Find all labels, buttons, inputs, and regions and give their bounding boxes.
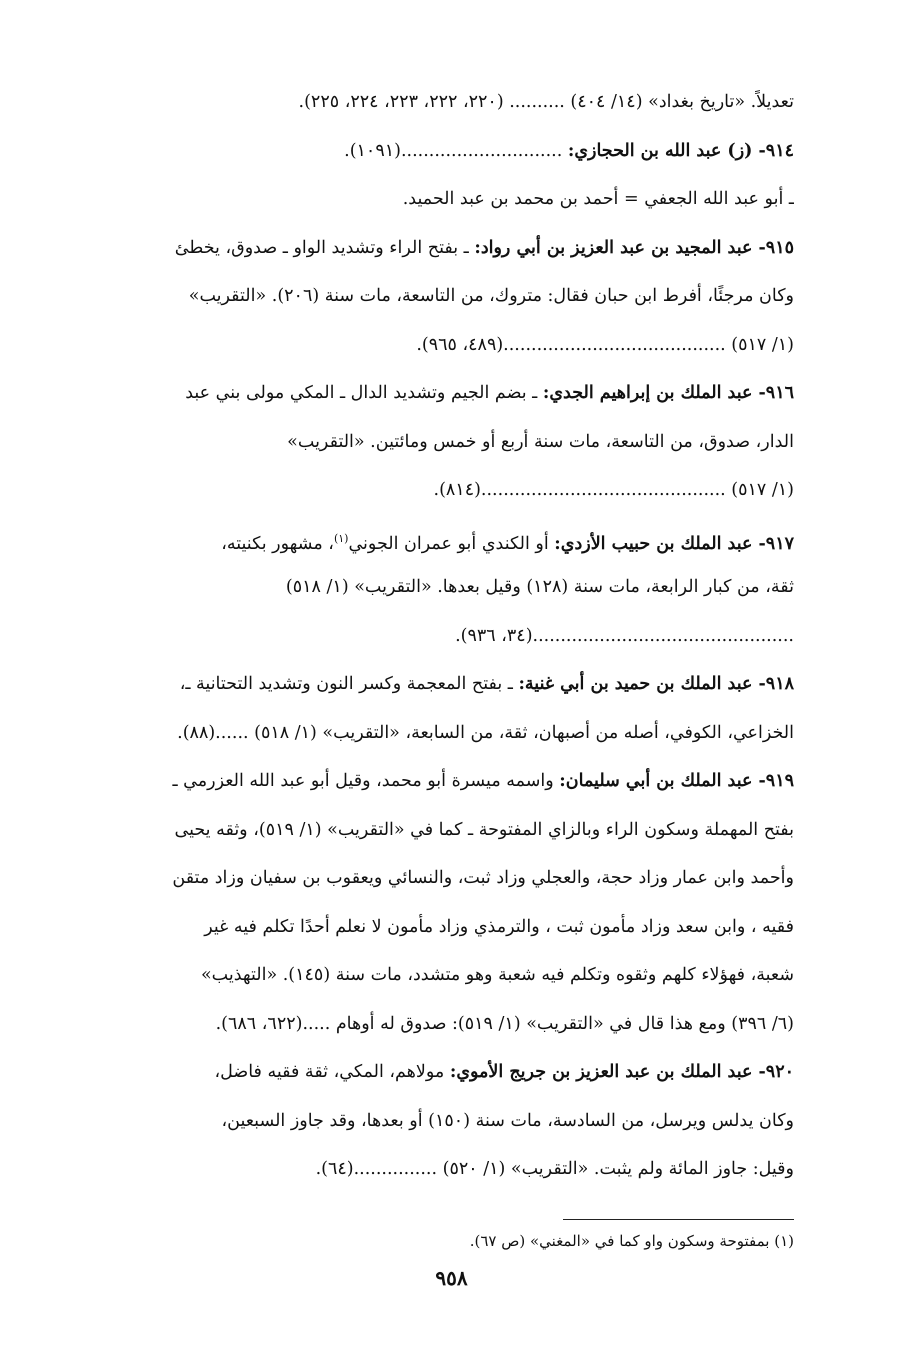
footnote: (١) بمفتوحة وسكون واو كما في «المغني» (ص ٦٧). (469, 1232, 794, 1250)
line-text: وأحمد وابن عمار وزاد حجة، والعجلي وزاد ثبت، والنسائي ويعقوب بن سفيان وزاد متقن (172, 868, 794, 888)
line-16 (72, 806, 794, 855)
line-text: فقيه ، وابن سعد وزاد مأمون ثبت ، والترمذي وزاد مأمون لا نعلم أحدًا تكلم فيه غير (204, 916, 794, 937)
line-3 (72, 175, 794, 224)
line-text: (٦/ ٣٩٦) ومع هذا قال في «التقريب» (١/ ٥١٩): صدوق له أوهام .....(٦٢٢، ٦٨٦). (215, 1013, 794, 1034)
line-22 (72, 1097, 794, 1146)
line-23 (72, 1145, 794, 1194)
entry-919 (72, 757, 794, 806)
line-1 (72, 78, 794, 127)
line-11 (72, 563, 794, 612)
line-text: أو الكندي أبو عمران الجوني (348, 533, 555, 554)
entry-920 (72, 1048, 794, 1097)
line-20 (72, 1000, 794, 1049)
main-text (72, 78, 794, 1194)
entry-916 (72, 369, 794, 418)
line-14 (72, 709, 794, 758)
page-number: ٩٥٨ (435, 1266, 468, 1290)
entry-heading: ٩١٤- (ز) عبد الله بن الحجازي: (567, 140, 794, 161)
line-text: وقيل: جاوز المائة ولم يثبت. «التقريب» (١/ ٥٢٠) ...............(٦٤). (315, 1159, 794, 1179)
line-text: بفتح المهملة وسكون الراء وبالزاي المفتوحة ـ كما في «التقريب» (١/ ٥١٩)، وثقه يحيى (174, 819, 794, 840)
line-text: ، مشهور بكنيته، (221, 533, 334, 554)
line-text: تعديلاً. «تاريخ بغداد» (١٤/ ٤٠٤) .......... (٢٢٠، ٢٢٢، ٢٢٣، ٢٢٤، ٢٢٥). (298, 92, 794, 112)
line-text: ...............................................(٣٤، ٩٣٦). (455, 625, 794, 646)
line-text: وكان يدلس ويرسل، من السادسة، مات سنة (١٥٠) أو بعدها، وقد جاوز السبعين، (221, 1110, 794, 1131)
line-text: ـ أبو عبد الله الجعفي = أحمد بن محمد بن عبد الحميد. (402, 189, 794, 209)
line-text: ـ بفتح الراء وتشديد الواو ـ صدوق، يخطئ (174, 237, 475, 258)
entry-heading: ٩١٨- عبد الملك بن حميد بن أبي غنية: (518, 674, 794, 694)
line-18 (72, 903, 794, 952)
line-text: (١/ ٥١٧) ............................................(٨١٤). (433, 480, 794, 500)
line-text: .............................(١٠٩١). (344, 140, 568, 161)
entry-heading: ٩١٦- عبد الملك بن إبراهيم الجدي: (542, 383, 794, 403)
entry-917 (72, 515, 794, 564)
line-17 (72, 854, 794, 903)
line-text: ـ بفتح المعجمة وكسر النون وتشديد التحتانية ـ، (179, 674, 519, 694)
line-text: شعبة، فهؤلاء كلهم وثقوه وتكلم فيه شعبة وهو متشدد، مات سنة (١٤٥). «التهذيب» (200, 965, 794, 985)
line-text: واسمه ميسرة أبو محمد، وقيل أبو عبد الله العزرمي ـ (172, 771, 560, 791)
line-text: الدار، صدوق، من التاسعة، مات سنة أربع أو خمس ومائتين. «التقريب» (287, 431, 794, 452)
line-8 (72, 418, 794, 467)
line-text: ثقة، من كبار الرابعة، مات سنة (١٢٨) وقيل بعدها. «التقريب» (١/ ٥١٨) (285, 577, 794, 597)
line-9 (72, 466, 794, 515)
line-text: (١/ ٥١٧) ........................................(٤٨٩، ٩٦٥). (416, 334, 794, 355)
footnote-divider (563, 1219, 794, 1220)
line-text: الخزاعي، الكوفي، أصله من أصبهان، ثقة، من السابعة، «التقريب» (١/ ٥١٨) ......(٨٨). (177, 722, 794, 743)
line-text: مولاهم، المكي، ثقة فقيه فاضل، (214, 1062, 450, 1082)
entry-914 (72, 127, 794, 176)
line-6 (72, 321, 794, 370)
entry-915 (72, 224, 794, 273)
line-text: وكان مرجئًا، أفرط ابن حبان فقال: متروك، من التاسعة، مات سنة (٢٠٦). «التقريب» (188, 286, 794, 306)
entry-heading: ٩١٥- عبد المجيد بن عبد العزيز بن أبي رواد: (474, 237, 794, 258)
line-19 (72, 951, 794, 1000)
line-5 (72, 272, 794, 321)
entry-heading: ٩١٧- عبد الملك بن حبيب الأزدي: (554, 533, 794, 554)
entry-918 (72, 660, 794, 709)
entry-heading: ٩٢٠- عبد الملك بن عبد العزيز بن جريج الأموي: (449, 1062, 794, 1082)
entry-heading: ٩١٩- عبد الملك بن أبي سليمان: (559, 771, 794, 791)
line-text: ـ بضم الجيم وتشديد الدال ـ المكي مولى بني عبد (185, 383, 543, 403)
footnote-marker: (١) (333, 531, 349, 545)
line-12 (72, 612, 794, 661)
